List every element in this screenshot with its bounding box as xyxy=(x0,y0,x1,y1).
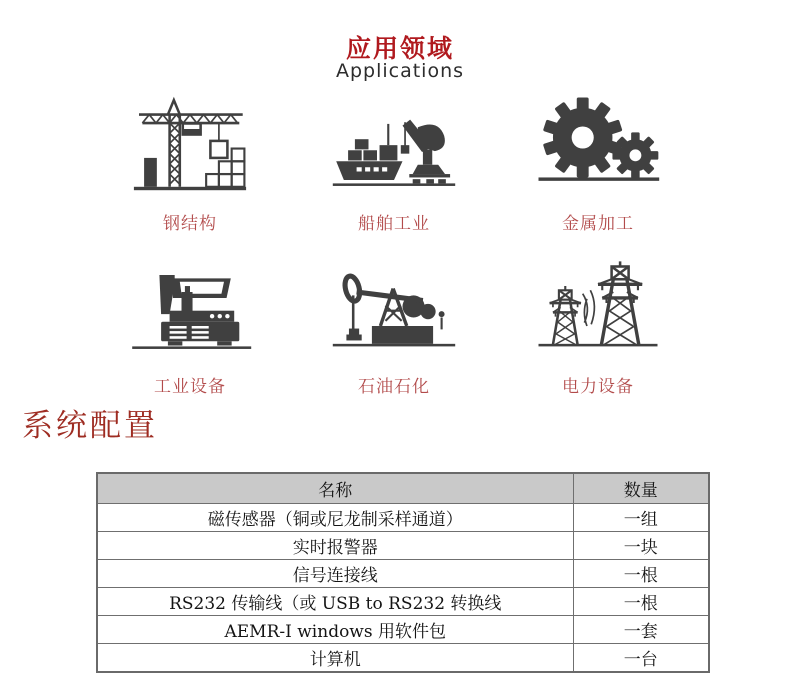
tower-crane-icon xyxy=(106,95,274,197)
application-item-shipbuilding xyxy=(292,95,496,234)
item-quantity: 一套 xyxy=(573,616,709,644)
system-config-heading: 系统配置 xyxy=(22,408,158,444)
page-subtitle: Applications xyxy=(335,60,465,82)
table-row xyxy=(97,644,709,673)
item-name: 实时报警器 xyxy=(97,532,573,560)
application-label: 工业设备 xyxy=(154,377,226,397)
table-row xyxy=(97,560,709,588)
application-item-power-equipment xyxy=(496,258,700,397)
system-config-table xyxy=(96,472,710,673)
item-quantity: 一台 xyxy=(573,644,709,673)
item-quantity: 一根 xyxy=(573,588,709,616)
item-name: 信号连接线 xyxy=(97,560,573,588)
industrial-machine-icon xyxy=(106,258,274,360)
item-name: 磁传感器（铜或尼龙制采样通道） xyxy=(97,504,573,532)
oil-pumpjack-icon xyxy=(310,258,478,360)
item-quantity: 一块 xyxy=(573,532,709,560)
application-label: 电力设备 xyxy=(562,377,634,397)
item-name: RS232 传输线（或 USB to RS232 转换线 xyxy=(97,588,573,616)
item-name: AEMR-I windows 用软件包 xyxy=(97,616,573,644)
applications-section xyxy=(88,95,700,397)
table-row xyxy=(97,532,709,560)
table-header-row xyxy=(97,473,709,504)
application-label: 石油石化 xyxy=(358,377,430,397)
table-row xyxy=(97,588,709,616)
ship-crane-icon xyxy=(310,95,478,197)
application-label: 船舶工业 xyxy=(358,214,430,234)
gears-icon xyxy=(514,95,682,197)
item-name: 计算机 xyxy=(97,644,573,673)
application-label: 钢结构 xyxy=(163,214,217,234)
table-row xyxy=(97,616,709,644)
application-label: 金属加工 xyxy=(562,214,634,234)
application-item-petroleum xyxy=(292,258,496,397)
application-item-steel-structure xyxy=(88,95,292,234)
table-row xyxy=(97,504,709,532)
power-towers-icon xyxy=(514,258,682,360)
column-header-quantity: 数量 xyxy=(573,473,709,504)
application-item-metal-processing xyxy=(496,95,700,234)
item-quantity: 一组 xyxy=(573,504,709,532)
application-item-industrial-equipment xyxy=(88,258,292,397)
page-title: 应用领域 xyxy=(345,34,454,63)
column-header-name: 名称 xyxy=(97,473,573,504)
item-quantity: 一根 xyxy=(573,560,709,588)
